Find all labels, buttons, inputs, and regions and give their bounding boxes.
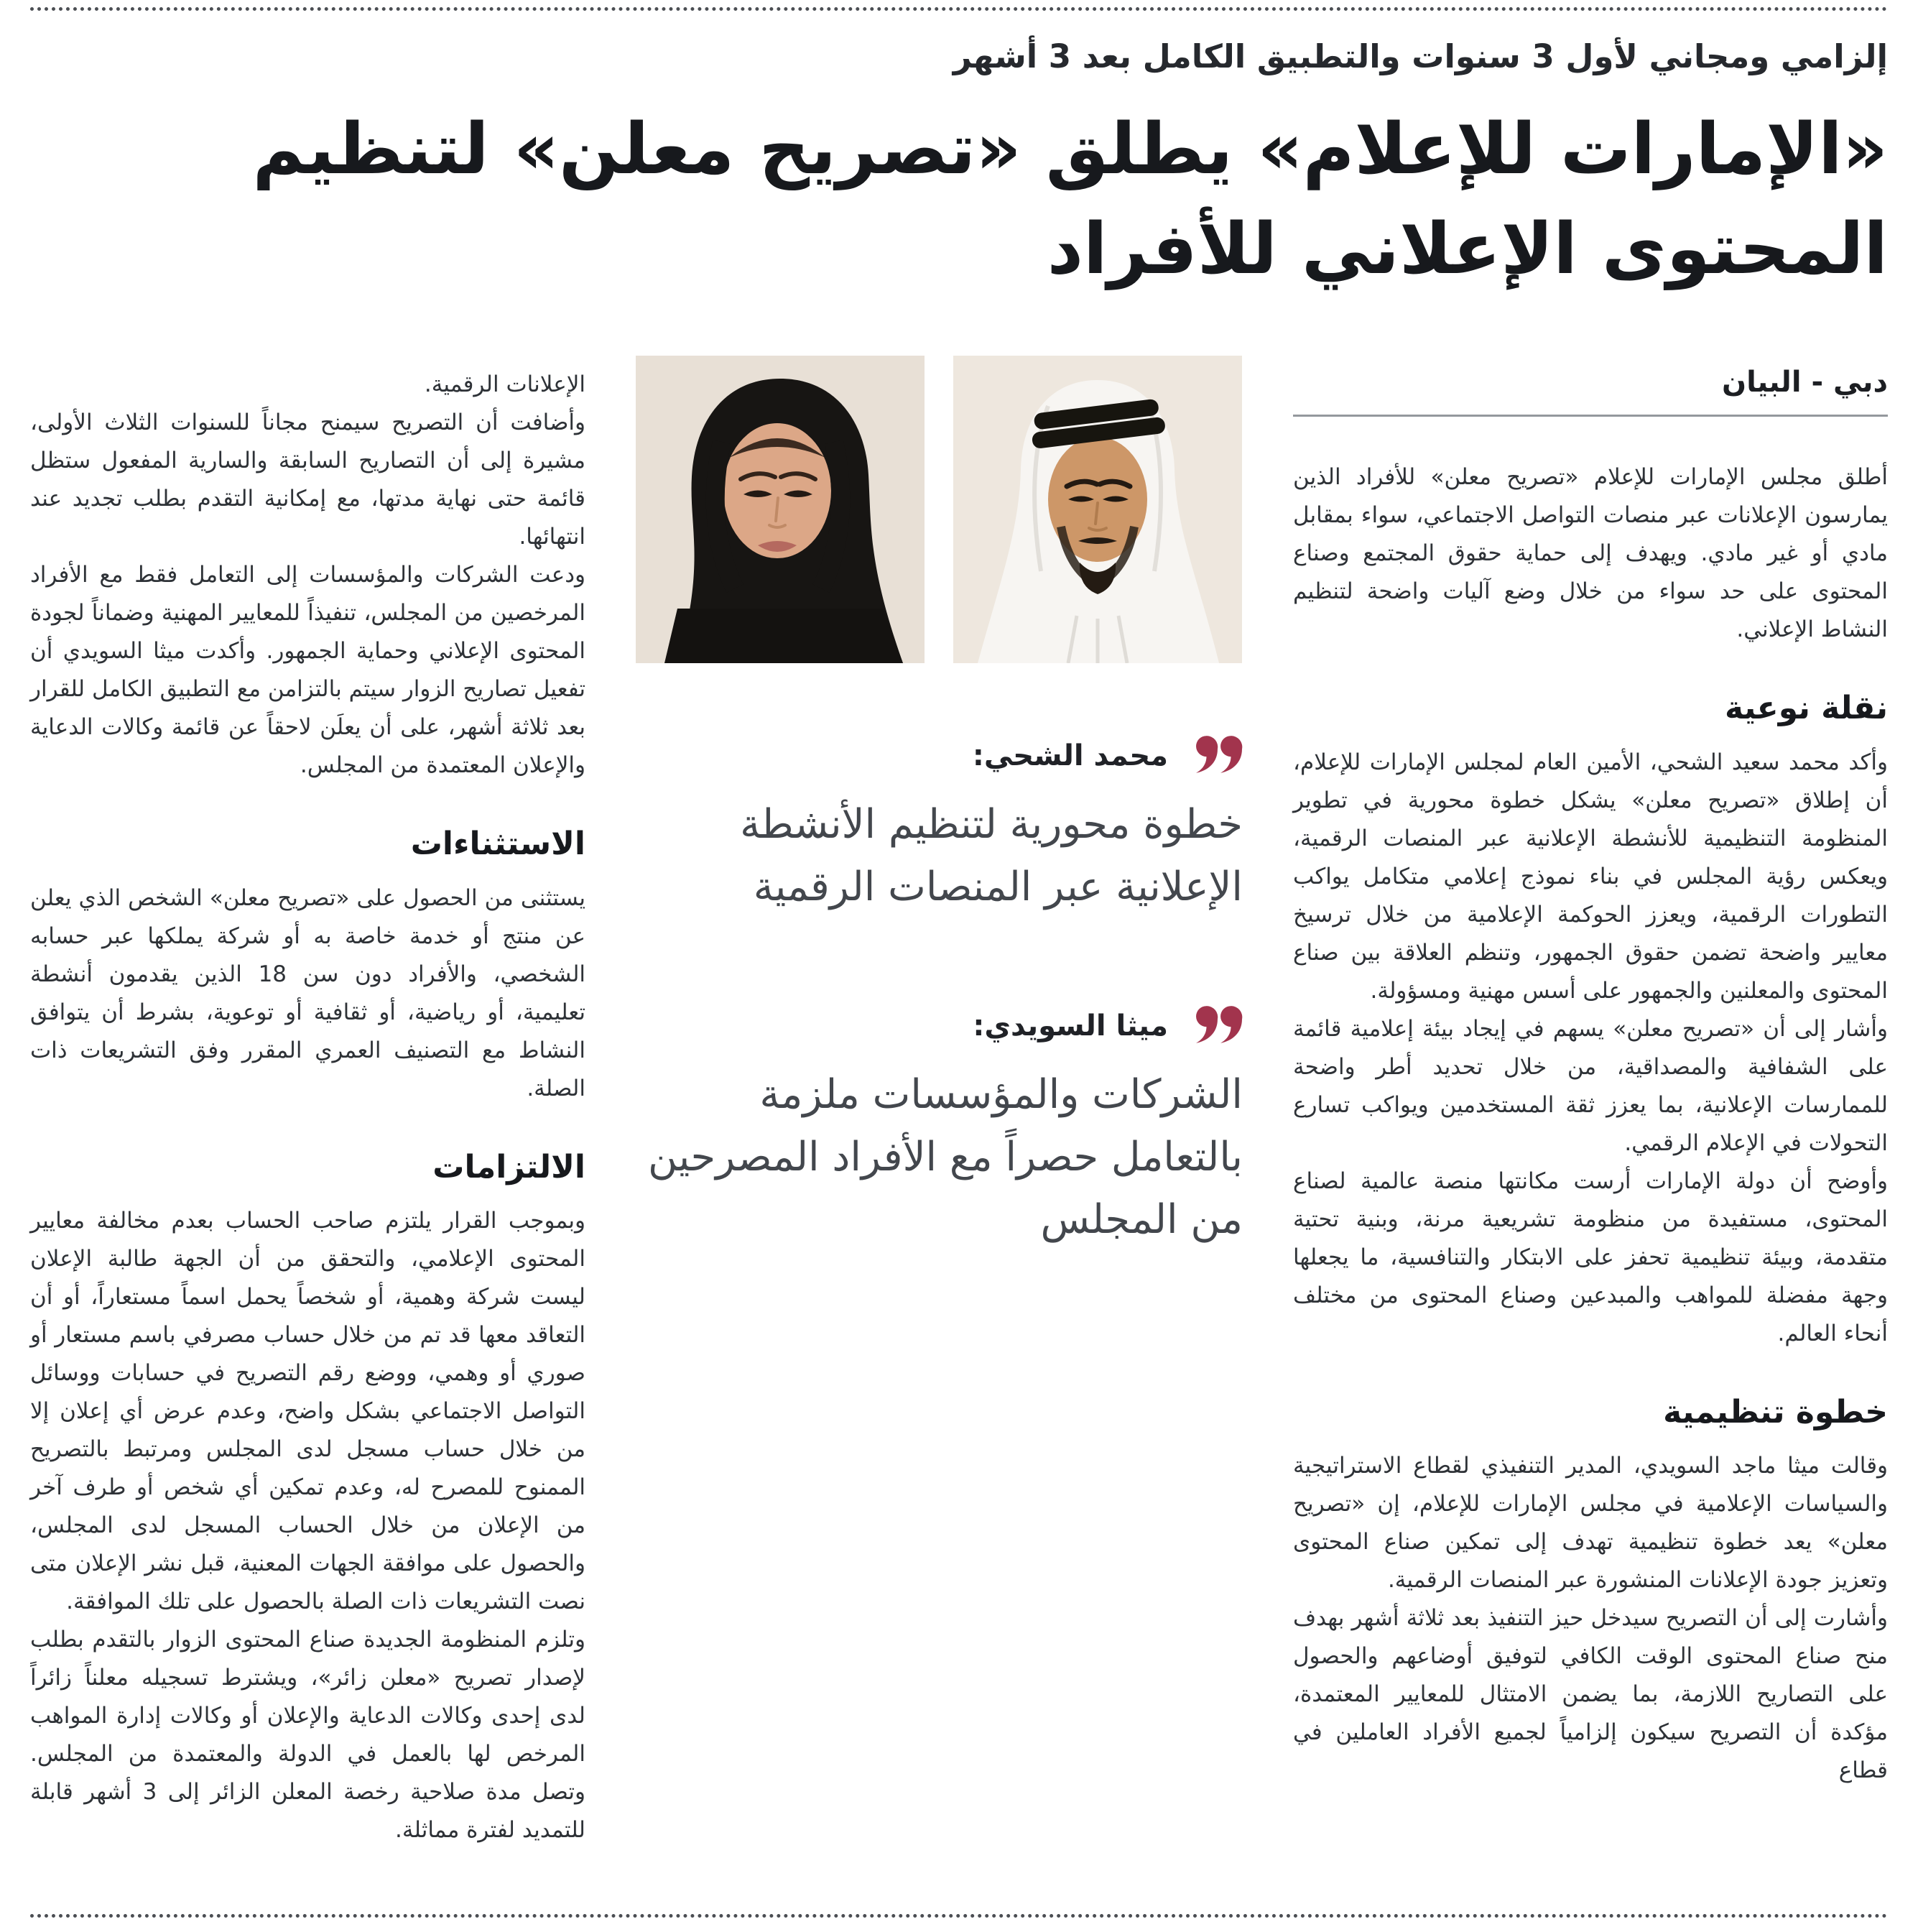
quote-icon <box>1195 735 1243 775</box>
headline-line-1: «الإمارات للإعلام» يطلق «تصريح معلن» لتنظيم <box>252 108 1888 190</box>
section-subhead: نقلة نوعية <box>1725 690 1888 727</box>
article-text-column-right <box>1293 458 1888 1789</box>
article-body <box>30 356 1888 1849</box>
headline <box>30 100 1888 300</box>
body-paragraph: وأكد محمد سعيد الشحي، الأمين العام لمجلس الإمارات للإعلام، أن إطلاق «تصريح معلن» يشكل خطوة محورية في تطوير المنظومة التنظيمية للأنشطة الإعلانية عبر المنصات الرقمية، ويعكس رؤية المجلس في بناء نموذج إعلامي متكامل يواكب التطورات الرقمية، ويعزز الحوكمة الإعلامية من خلال ترسيخ معايير واضحة تضمن حقوق الجمهور، وتنظم العلاقة بين صناع المحتوى والمعلنين والجمهور على أسس مهنية ومسؤولة. <box>1293 749 1888 1004</box>
body-paragraph: يستثنى من الحصول على «تصريح معلن» الشخص الذي يعلن عن منتج أو خدمة خاصة به أو شركة يملكها عبر حسابه الشخصي، والأفراد دون سن 18 الذين يقدمون أنشطة تعليمية، أو رياضية، أو ثقافية أو توعوية، بشرط أن يتوافق النشاط مع التصنيف العمري المقرر وفق التشريعات ذات الصلة. <box>30 884 585 1101</box>
kicker: إلزامي ومجاني لأول 3 سنوات والتطبيق الكامل بعد 3 أشهر <box>953 37 1888 75</box>
body-paragraph: وأوضح أن دولة الإمارات أرست مكانتها منصة عالمية لصناع المحتوى، مستفيدة من منظومة تشريعية مرنة، وبنية تحتية متقدمة، وبيئة تنظيمية تحفز على الابتكار والتنافسية، ما يجعلها وجهة مفضلة للمواهب والمبدعين وصناع المحتوى من مختلف أنحاء العالم. <box>1293 1168 1888 1346</box>
quote-attribution: محمد الشحي: <box>972 739 1168 773</box>
body-paragraph: وبموجب القرار يلتزم صاحب الحساب بعدم مخالفة معايير المحتوى الإعلامي، والتحقق من أن الجهة طالبة الإعلان ليست شركة وهمية، أو شخصاً يحمل اسماً مستعاراً، أو أن التعاقد معها قد تم من خلال حساب مصرفي باسم مستعار أو صوري أو وهمي، ووضع رقم التصريح في حسابات ووسائل التواصل الاجتماعي بشكل واضح، وعدم عرض أي إعلان إلا من خلال حساب مسجل لدى المجلس ومرتبط بالتصريح الممنوح للمصرح له، وعدم تمكين أي شخص أو طرف آخر من الإعلان من خلال الحساب المسجل لدى المجلس، والحصول على موافقة الجهات المعنية، قبل نشر الإعلان متى نصت التشريعات ذات الصلة بالحصول على تلك الموافقة. <box>30 1207 585 1614</box>
body-paragraph: وأشارت إلى أن التصريح سيدخل حيز التنفيذ بعد ثلاثة أشهر بهدف منح صناع المحتوى الوقت الكافي لتوفيق أوضاعهم والحصول على التصاريح اللازمة، بما يضمن الامتثال للمعايير المعتمدة، مؤكدة أن التصريح سيكون إلزامياً لجميع الأفراد العاملين في قطاع <box>1293 1604 1888 1783</box>
section-subhead: الالتزامات <box>432 1148 585 1185</box>
body-paragraph: وأشار إلى أن «تصريح معلن» يسهم في إيجاد بيئة إعلامية قائمة على الشفافية والمصداقية، من خلال تحديد أطر واضحة للممارسات الإعلانية، بما يعزز ثقة المستخدمين ويواكب تسارع التحولات في الإعلام الرقمي. <box>1293 1015 1888 1156</box>
quote-attribution: ميثا السويدي: <box>973 1009 1168 1043</box>
article-text-column-left <box>30 356 585 1849</box>
section-subhead: الاستثناءات <box>410 826 585 863</box>
quote-text: الشركات والمؤسسات ملزمة بالتعامل حصراً مع الأفراد المصرحين من المجلس <box>648 1071 1243 1243</box>
body-paragraph: الإعلانات الرقمية. <box>424 371 585 398</box>
byline: دبي - البيان <box>1721 366 1888 399</box>
column-left <box>30 356 585 1849</box>
body-paragraph: وأضافت أن التصريح سيمنح مجاناً للسنوات الثلاث الأولى، مشيرة إلى أن التصاريح السابقة والسارية المفعول ستظل قائمة حتى نهاية مدتها، مع إمكانية التقدم بطلب تجديد عند انتهائها. <box>30 410 585 550</box>
quote-icon <box>1195 1005 1243 1045</box>
body-paragraph: ودعت الشركات والمؤسسات إلى التعامل فقط مع الأفراد المرخصين من المجلس، تنفيذاً للمعايير المهنية وضماناً لجودة المحتوى الإعلاني وحماية الجمهور. وأكدت ميثا السويدي أن تفعيل تصاريح الزوار سيتم بالتزامن مع التطبيق الكامل للقرار بعد ثلاثة أشهر، على أن يعلَن لاحقاً عن قائمة وكالات الدعاية والإعلان المعتمدة من المجلس. <box>30 562 585 779</box>
byline-rule <box>1293 415 1888 417</box>
quote-text: خطوة محورية لتنظيم الأنشطة الإعلانية عبر المنصات الرقمية <box>740 801 1243 911</box>
body-paragraph: وقالت ميثا ماجد السويدي، المدير التنفيذي لقطاع الاستراتيجية والسياسات الإعلامية في مجلس الإمارات للإعلام، إن «تصريح معلن» يعد خطوة تنظيمية تهدف إلى تمكين صناع المحتوى وتعزيز جودة الإعلانات المنشورة عبر المنصات الرقمية. <box>1293 1452 1888 1593</box>
section-subhead: خطوة تنظيمية <box>1663 1393 1888 1430</box>
bottom-dotted-divider <box>30 1914 1888 1918</box>
photo-row <box>636 356 1243 663</box>
top-dotted-divider <box>30 7 1888 11</box>
body-paragraph: أطلق مجلس الإمارات للإعلام «تصريح معلن» للأفراد الذين يمارسون الإعلانات عبر منصات التواصل الاجتماعي، سواء بمقابل مادي أو غير مادي. ويهدف إلى حماية حقوق المجتمع وصناع المحتوى على حد سواء من خلال وضع آليات واضحة لتنظيم النشاط الإعلاني. <box>1293 464 1888 643</box>
body-paragraph: وتلزم المنظومة الجديدة صناع المحتوى الزوار بالتقدم بطلب لإصدار تصريح «معلن زائر»، ويشترط تسجيله معلناً زائراً لدى إحدى وكالات الدعاية والإعلان أو وكالات إدارة المواهب المرخص لها بالعمل في الدولة والمعتمدة من المجلس. وتصل مدة صلاحية رخصة المعلن الزائر إلى 3 أشهر قابلة للتمديد لفترة مماثلة. <box>30 1626 585 1843</box>
pullquote-mohammed-alshehhi <box>636 734 1243 919</box>
headline-line-2: المحتوى الإعلاني للأفراد <box>1047 208 1888 291</box>
column-middle <box>636 356 1243 1251</box>
pullquote-maitha-alsuwaidi <box>636 1004 1243 1251</box>
pullquote-header <box>636 1004 1243 1045</box>
woman-portrait-photo <box>636 356 925 663</box>
column-right <box>1293 356 1888 1789</box>
article-header <box>30 37 1888 300</box>
man-portrait-photo <box>953 356 1242 663</box>
pullquote-header <box>636 734 1243 775</box>
